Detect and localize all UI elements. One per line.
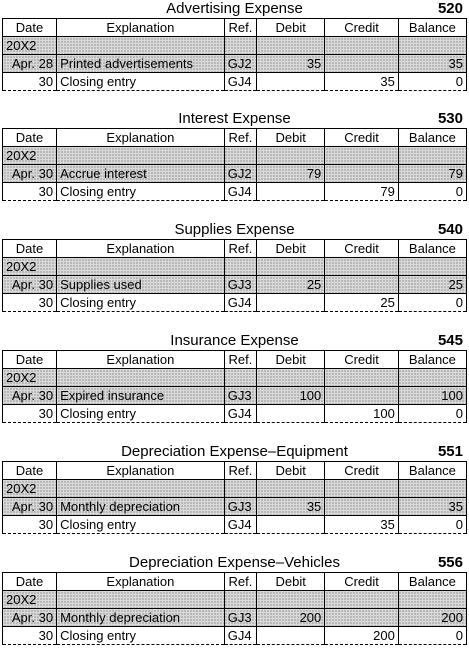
header-balance: Balance	[398, 129, 466, 147]
entry-row	[3, 387, 467, 405]
entry-debit: 35	[257, 55, 325, 73]
header-ref: Ref.	[224, 573, 256, 591]
header-explanation: Explanation	[57, 19, 225, 37]
entry-ref: GJ4	[224, 294, 256, 312]
year-cell: 20X2	[3, 369, 57, 387]
entry-balance: 0	[398, 73, 466, 91]
entry-balance: 0	[398, 405, 466, 423]
header-balance: Balance	[398, 19, 466, 37]
ledger-supplies-expense	[2, 221, 467, 312]
entry-debit: 79	[257, 165, 325, 183]
header-explanation: Explanation	[57, 129, 225, 147]
header-explanation: Explanation	[57, 351, 225, 369]
entry-row	[3, 498, 467, 516]
entry-balance: 0	[398, 183, 466, 201]
account-title: Advertising Expense	[166, 0, 303, 17]
ledger-depreciation-vehicles	[2, 554, 467, 645]
header-balance: Balance	[398, 462, 466, 480]
entry-date: Apr. 28	[3, 55, 57, 73]
account-number: 545	[437, 332, 463, 349]
entry-balance: 0	[398, 627, 466, 645]
entry-date: Apr. 30	[3, 498, 57, 516]
header-credit: Credit	[325, 240, 399, 258]
ledger-table	[2, 18, 467, 91]
entry-date: 30	[3, 73, 57, 91]
entry-row	[3, 165, 467, 183]
entry-date: 30	[3, 627, 57, 645]
entry-date: 30	[3, 516, 57, 534]
entry-explanation: Closing entry	[57, 183, 225, 201]
header-balance: Balance	[398, 240, 466, 258]
entry-credit: 79	[325, 183, 399, 201]
entry-row	[3, 609, 467, 627]
header-row	[3, 129, 467, 147]
entry-explanation: Expired insurance	[57, 387, 225, 405]
entry-row	[3, 276, 467, 294]
entry-credit	[325, 276, 399, 294]
entry-balance: 79	[398, 165, 466, 183]
header-debit: Debit	[257, 19, 325, 37]
header-date: Date	[3, 129, 57, 147]
year-row	[3, 480, 467, 498]
entry-debit: 200	[257, 609, 325, 627]
entry-explanation: Monthly depreciation	[57, 498, 225, 516]
header-credit: Credit	[325, 351, 399, 369]
entry-balance: 100	[398, 387, 466, 405]
header-ref: Ref.	[224, 462, 256, 480]
entry-debit: 35	[257, 498, 325, 516]
entry-credit	[325, 387, 399, 405]
header-ref: Ref.	[224, 19, 256, 37]
entry-credit: 200	[325, 627, 399, 645]
header-row	[3, 351, 467, 369]
header-row	[3, 240, 467, 258]
entry-explanation: Closing entry	[57, 627, 225, 645]
ledger-table	[2, 239, 467, 312]
entry-ref: GJ4	[224, 183, 256, 201]
header-credit: Credit	[325, 129, 399, 147]
ledger-insurance-expense	[2, 332, 467, 423]
header-explanation: Explanation	[57, 462, 225, 480]
closing-row	[3, 294, 467, 312]
entry-balance: 35	[398, 498, 466, 516]
entry-debit	[257, 73, 325, 91]
year-row	[3, 591, 467, 609]
year-cell: 20X2	[3, 258, 57, 276]
year-cell: 20X2	[3, 480, 57, 498]
ledger-table	[2, 572, 467, 645]
entry-credit	[325, 498, 399, 516]
entry-explanation: Printed advertisements	[57, 55, 225, 73]
ledger-table	[2, 461, 467, 534]
entry-date: 30	[3, 294, 57, 312]
entry-credit	[325, 609, 399, 627]
header-debit: Debit	[257, 240, 325, 258]
ledger-advertising-expense	[2, 0, 467, 91]
header-balance: Balance	[398, 573, 466, 591]
account-title: Insurance Expense	[170, 332, 299, 349]
account-title: Supplies Expense	[174, 221, 295, 238]
entry-ref: GJ4	[224, 516, 256, 534]
header-row	[3, 462, 467, 480]
entry-explanation: Closing entry	[57, 294, 225, 312]
entry-credit	[325, 165, 399, 183]
header-balance: Balance	[398, 351, 466, 369]
header-ref: Ref.	[224, 129, 256, 147]
closing-row	[3, 516, 467, 534]
entry-row	[3, 55, 467, 73]
entry-explanation: Supplies used	[57, 276, 225, 294]
year-row	[3, 147, 467, 165]
year-cell: 20X2	[3, 37, 57, 55]
entry-credit: 100	[325, 405, 399, 423]
entry-debit	[257, 183, 325, 201]
entry-date: 30	[3, 405, 57, 423]
year-cell: 20X2	[3, 147, 57, 165]
entry-credit: 25	[325, 294, 399, 312]
header-ref: Ref.	[224, 240, 256, 258]
entry-credit: 35	[325, 73, 399, 91]
ledger-depreciation-equipment	[2, 443, 467, 534]
entry-balance: 25	[398, 276, 466, 294]
entry-ref: GJ4	[224, 627, 256, 645]
header-debit: Debit	[257, 573, 325, 591]
year-row	[3, 37, 467, 55]
header-explanation: Explanation	[57, 573, 225, 591]
entry-debit	[257, 516, 325, 534]
entry-balance: 200	[398, 609, 466, 627]
header-debit: Debit	[257, 129, 325, 147]
entry-debit	[257, 294, 325, 312]
header-explanation: Explanation	[57, 240, 225, 258]
ledger-interest-expense	[2, 110, 467, 201]
closing-row	[3, 183, 467, 201]
header-date: Date	[3, 462, 57, 480]
entry-explanation: Closing entry	[57, 516, 225, 534]
entry-credit: 35	[325, 516, 399, 534]
account-title: Interest Expense	[178, 110, 291, 127]
entry-ref: GJ2	[224, 55, 256, 73]
year-row	[3, 258, 467, 276]
entry-debit: 25	[257, 276, 325, 294]
closing-row	[3, 627, 467, 645]
account-number: 540	[437, 221, 463, 238]
header-debit: Debit	[257, 351, 325, 369]
entry-balance: 0	[398, 516, 466, 534]
ledger-table	[2, 350, 467, 423]
account-title: Depreciation Expense–Equipment	[121, 443, 348, 460]
entry-date: Apr. 30	[3, 276, 57, 294]
account-number: 520	[437, 0, 463, 17]
header-credit: Credit	[325, 19, 399, 37]
header-row	[3, 19, 467, 37]
header-date: Date	[3, 351, 57, 369]
header-debit: Debit	[257, 462, 325, 480]
entry-ref: GJ3	[224, 387, 256, 405]
closing-row	[3, 405, 467, 423]
entry-credit	[325, 55, 399, 73]
entry-explanation: Monthly depreciation	[57, 609, 225, 627]
entry-ref: GJ3	[224, 498, 256, 516]
entry-explanation: Closing entry	[57, 405, 225, 423]
header-row	[3, 573, 467, 591]
account-number: 556	[437, 554, 463, 571]
entry-debit	[257, 627, 325, 645]
entry-explanation: Accrue interest	[57, 165, 225, 183]
entry-date: Apr. 30	[3, 609, 57, 627]
entry-ref: GJ3	[224, 609, 256, 627]
header-date: Date	[3, 573, 57, 591]
entry-balance: 35	[398, 55, 466, 73]
header-date: Date	[3, 240, 57, 258]
entry-date: 30	[3, 183, 57, 201]
entry-date: Apr. 30	[3, 387, 57, 405]
account-title: Depreciation Expense–Vehicles	[129, 554, 340, 571]
header-date: Date	[3, 19, 57, 37]
entry-ref: GJ4	[224, 405, 256, 423]
closing-row	[3, 73, 467, 91]
entry-explanation: Closing entry	[57, 73, 225, 91]
header-ref: Ref.	[224, 351, 256, 369]
entry-ref: GJ2	[224, 165, 256, 183]
entry-debit: 100	[257, 387, 325, 405]
ledger-table	[2, 128, 467, 201]
year-row	[3, 369, 467, 387]
account-number: 551	[437, 443, 463, 460]
header-credit: Credit	[325, 462, 399, 480]
year-cell: 20X2	[3, 591, 57, 609]
header-credit: Credit	[325, 573, 399, 591]
entry-debit	[257, 405, 325, 423]
entry-ref: GJ3	[224, 276, 256, 294]
entry-date: Apr. 30	[3, 165, 57, 183]
account-number: 530	[437, 110, 463, 127]
entry-balance: 0	[398, 294, 466, 312]
entry-ref: GJ4	[224, 73, 256, 91]
